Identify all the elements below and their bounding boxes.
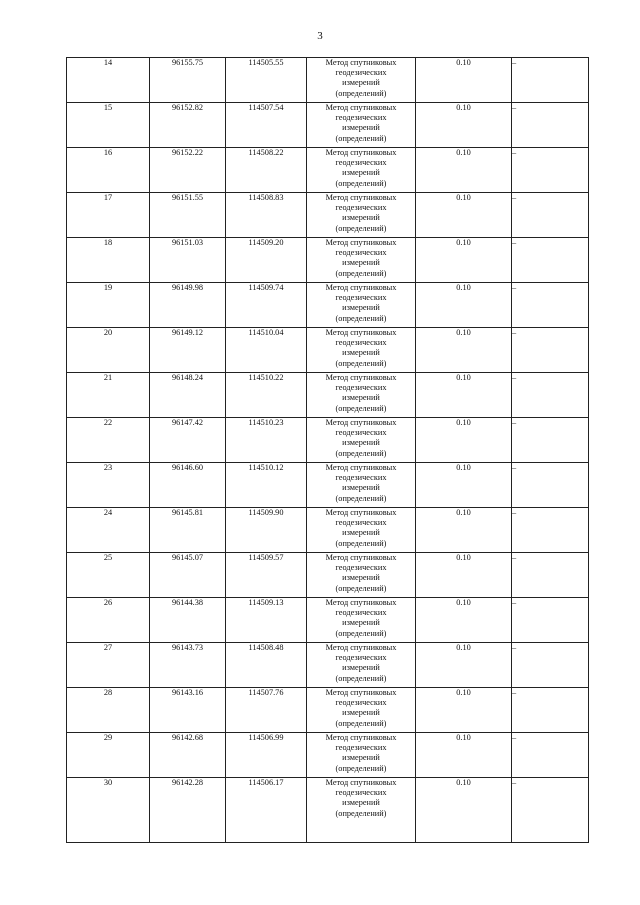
method-cell: [307, 148, 416, 193]
y-coordinate-cell: 114509.20: [226, 238, 307, 283]
y-coordinate-cell: 114509.90: [226, 508, 307, 553]
method-line: геодезических: [335, 68, 387, 78]
method-cell: [307, 328, 416, 373]
table-row: [67, 238, 589, 283]
x-coordinate-cell: 96145.81: [150, 508, 226, 553]
method-line: измерений: [342, 213, 380, 223]
description-cell: –: [512, 418, 589, 463]
method-line: измерений: [342, 618, 380, 628]
method-line: измерений: [342, 483, 380, 493]
precision-cell: 0.10: [416, 238, 512, 283]
method-line: измерений: [342, 573, 380, 583]
method-line: измерений: [342, 168, 380, 178]
table-row: [67, 373, 589, 418]
x-coordinate-cell: 96143.73: [150, 643, 226, 688]
method-line: геодезических: [335, 653, 387, 663]
point-number-cell: 23: [67, 463, 150, 508]
method-line: (определений): [335, 133, 387, 143]
method-line: Метод спутниковых: [325, 193, 397, 202]
point-number-cell: 16: [67, 148, 150, 193]
method-line: Метод спутниковых: [325, 688, 397, 697]
description-cell: –: [512, 283, 589, 328]
description-cell: –: [512, 688, 589, 733]
x-coordinate-cell: 96142.28: [150, 778, 226, 843]
method-line: (определений): [335, 538, 387, 548]
method-line: (определений): [335, 448, 387, 458]
table-row: [67, 58, 589, 103]
method-line: (определений): [335, 88, 387, 98]
precision-cell: 0.10: [416, 598, 512, 643]
method-line: Метод спутниковых: [325, 508, 397, 517]
method-line: геодезических: [335, 338, 387, 348]
method-line: Метод спутниковых: [325, 733, 397, 742]
method-line: геодезических: [335, 608, 387, 618]
method-line: геодезических: [335, 788, 387, 798]
method-line: Метод спутниковых: [325, 283, 397, 292]
method-line: геодезических: [335, 473, 387, 483]
method-line: геодезических: [335, 743, 387, 753]
x-coordinate-cell: 96152.22: [150, 148, 226, 193]
x-coordinate-cell: 96147.42: [150, 418, 226, 463]
precision-cell: 0.10: [416, 103, 512, 148]
y-coordinate-cell: 114510.23: [226, 418, 307, 463]
method-line: (определений): [335, 673, 387, 683]
method-line: (определений): [335, 493, 387, 503]
method-line: измерений: [342, 393, 380, 403]
page-number: 3: [317, 30, 323, 42]
method-line: (определений): [335, 268, 387, 278]
point-number-cell: 27: [67, 643, 150, 688]
table-row: [67, 283, 589, 328]
precision-cell: 0.10: [416, 418, 512, 463]
point-number-cell: 19: [67, 283, 150, 328]
method-line: Метод спутниковых: [325, 238, 397, 247]
point-number-cell: 26: [67, 598, 150, 643]
coordinates-table: [66, 57, 589, 843]
description-cell: –: [512, 103, 589, 148]
point-number-cell: 29: [67, 733, 150, 778]
description-cell: –: [512, 463, 589, 508]
y-coordinate-cell: 114508.83: [226, 193, 307, 238]
table-row: [67, 463, 589, 508]
method-line: (определений): [335, 358, 387, 368]
method-line: геодезических: [335, 698, 387, 708]
method-cell: [307, 103, 416, 148]
method-cell: [307, 373, 416, 418]
x-coordinate-cell: 96149.12: [150, 328, 226, 373]
coordinates-table-body: [67, 58, 589, 843]
x-coordinate-cell: 96155.75: [150, 58, 226, 103]
description-cell: –: [512, 193, 589, 238]
table-row: [67, 148, 589, 193]
y-coordinate-cell: 114509.13: [226, 598, 307, 643]
method-cell: [307, 553, 416, 598]
method-line: (определений): [335, 583, 387, 593]
x-coordinate-cell: 96151.03: [150, 238, 226, 283]
point-number-cell: 21: [67, 373, 150, 418]
y-coordinate-cell: 114506.17: [226, 778, 307, 843]
description-cell: –: [512, 373, 589, 418]
method-cell: [307, 283, 416, 328]
method-cell: [307, 778, 416, 843]
method-cell: [307, 598, 416, 643]
point-number-cell: 22: [67, 418, 150, 463]
method-line: Метод спутниковых: [325, 463, 397, 472]
method-cell: [307, 58, 416, 103]
point-number-cell: 28: [67, 688, 150, 733]
x-coordinate-cell: 96145.07: [150, 553, 226, 598]
method-line: измерений: [342, 663, 380, 673]
point-number-cell: 15: [67, 103, 150, 148]
method-line: Метод спутниковых: [325, 778, 397, 787]
y-coordinate-cell: 114508.22: [226, 148, 307, 193]
x-coordinate-cell: 96144.38: [150, 598, 226, 643]
precision-cell: 0.10: [416, 283, 512, 328]
method-cell: [307, 463, 416, 508]
description-cell: –: [512, 508, 589, 553]
method-line: измерений: [342, 528, 380, 538]
method-cell: [307, 238, 416, 283]
method-line: Метод спутниковых: [325, 103, 397, 112]
point-number-cell: 17: [67, 193, 150, 238]
x-coordinate-cell: 96148.24: [150, 373, 226, 418]
method-line: Метод спутниковых: [325, 148, 397, 157]
description-cell: –: [512, 553, 589, 598]
method-line: геодезических: [335, 158, 387, 168]
method-line: (определений): [335, 313, 387, 323]
y-coordinate-cell: 114505.55: [226, 58, 307, 103]
method-line: измерений: [342, 78, 380, 88]
description-cell: –: [512, 778, 589, 843]
method-cell: [307, 418, 416, 463]
method-line: измерений: [342, 258, 380, 268]
precision-cell: 0.10: [416, 328, 512, 373]
precision-cell: 0.10: [416, 778, 512, 843]
method-line: геодезических: [335, 518, 387, 528]
point-number-cell: 20: [67, 328, 150, 373]
description-cell: –: [512, 643, 589, 688]
method-cell: [307, 643, 416, 688]
method-line: геодезических: [335, 383, 387, 393]
table-row: [67, 418, 589, 463]
precision-cell: 0.10: [416, 643, 512, 688]
method-line: Метод спутниковых: [325, 418, 397, 427]
table-row: [67, 193, 589, 238]
method-line: (определений): [335, 178, 387, 188]
method-line: Метод спутниковых: [325, 328, 397, 337]
x-coordinate-cell: 96143.16: [150, 688, 226, 733]
method-line: геодезических: [335, 293, 387, 303]
table-row: [67, 598, 589, 643]
method-line: (определений): [335, 718, 387, 728]
table-row: [67, 508, 589, 553]
method-line: измерений: [342, 753, 380, 763]
table-row: [67, 643, 589, 688]
method-line: (определений): [335, 403, 387, 413]
precision-cell: 0.10: [416, 193, 512, 238]
method-line: геодезических: [335, 203, 387, 213]
method-line: геодезических: [335, 428, 387, 438]
precision-cell: 0.10: [416, 463, 512, 508]
table-row: [67, 328, 589, 373]
x-coordinate-cell: 96151.55: [150, 193, 226, 238]
y-coordinate-cell: 114508.48: [226, 643, 307, 688]
precision-cell: 0.10: [416, 58, 512, 103]
y-coordinate-cell: 114506.99: [226, 733, 307, 778]
y-coordinate-cell: 114510.22: [226, 373, 307, 418]
x-coordinate-cell: 96146.60: [150, 463, 226, 508]
precision-cell: 0.10: [416, 553, 512, 598]
point-number-cell: 18: [67, 238, 150, 283]
method-line: (определений): [335, 223, 387, 233]
y-coordinate-cell: 114510.12: [226, 463, 307, 508]
method-line: (определений): [335, 763, 387, 773]
table-row: [67, 103, 589, 148]
method-line: измерений: [342, 348, 380, 358]
table-row: [67, 688, 589, 733]
method-cell: [307, 508, 416, 553]
description-cell: –: [512, 328, 589, 373]
description-cell: –: [512, 598, 589, 643]
table-row: [67, 733, 589, 778]
method-line: Метод спутниковых: [325, 553, 397, 562]
table-row: [67, 778, 589, 843]
y-coordinate-cell: 114509.74: [226, 283, 307, 328]
method-cell: [307, 193, 416, 238]
method-line: Метод спутниковых: [325, 58, 397, 67]
x-coordinate-cell: 96149.98: [150, 283, 226, 328]
point-number-cell: 25: [67, 553, 150, 598]
method-line: геодезических: [335, 113, 387, 123]
description-cell: –: [512, 58, 589, 103]
y-coordinate-cell: 114507.54: [226, 103, 307, 148]
method-line: измерений: [342, 303, 380, 313]
y-coordinate-cell: 114509.57: [226, 553, 307, 598]
precision-cell: 0.10: [416, 733, 512, 778]
description-cell: –: [512, 733, 589, 778]
y-coordinate-cell: 114510.04: [226, 328, 307, 373]
method-line: измерений: [342, 798, 380, 808]
precision-cell: 0.10: [416, 508, 512, 553]
point-number-cell: 14: [67, 58, 150, 103]
method-line: измерений: [342, 123, 380, 133]
precision-cell: 0.10: [416, 148, 512, 193]
method-line: измерений: [342, 708, 380, 718]
method-line: измерений: [342, 438, 380, 448]
precision-cell: 0.10: [416, 688, 512, 733]
method-line: Метод спутниковых: [325, 598, 397, 607]
point-number-cell: 24: [67, 508, 150, 553]
method-cell: [307, 688, 416, 733]
method-cell: [307, 733, 416, 778]
method-line: (определений): [335, 808, 387, 818]
x-coordinate-cell: 96152.82: [150, 103, 226, 148]
y-coordinate-cell: 114507.76: [226, 688, 307, 733]
point-number-cell: 30: [67, 778, 150, 843]
description-cell: –: [512, 148, 589, 193]
description-cell: –: [512, 238, 589, 283]
precision-cell: 0.10: [416, 373, 512, 418]
x-coordinate-cell: 96142.68: [150, 733, 226, 778]
method-line: геодезических: [335, 563, 387, 573]
method-line: геодезических: [335, 248, 387, 258]
method-line: Метод спутниковых: [325, 373, 397, 382]
method-line: Метод спутниковых: [325, 643, 397, 652]
table-row: [67, 553, 589, 598]
method-line: (определений): [335, 628, 387, 638]
